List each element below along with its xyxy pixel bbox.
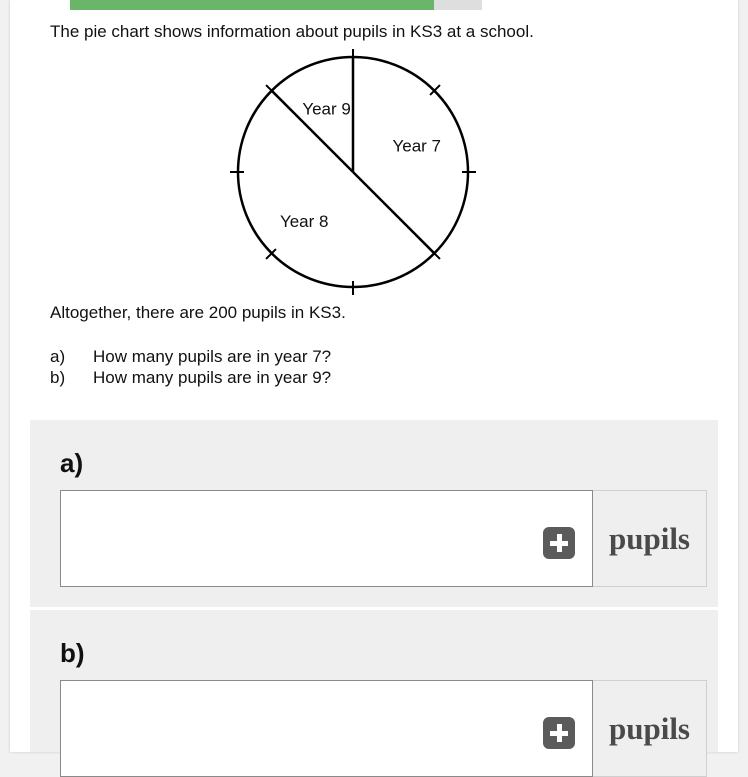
answer-input-a[interactable]: [60, 490, 593, 587]
pie-label-year-8: Year 8: [279, 211, 329, 231]
answer-section-b: [30, 610, 718, 752]
question-part-letter: a): [50, 347, 66, 366]
answer-section-a: [30, 420, 718, 607]
question-page: [10, 0, 738, 752]
pie-chart: [215, 48, 491, 300]
progress-bar-fill: [70, 0, 434, 10]
question-part-text: How many pupils are in year 9?: [93, 368, 332, 387]
pie-label-year-9: Year 9: [302, 99, 351, 119]
question-part-b: [50, 367, 331, 388]
question-part-a: [50, 346, 331, 367]
question-part-letter: b): [50, 368, 66, 387]
pie-sector-boundary: [353, 172, 434, 253]
question-part-text: How many pupils are in year 7?: [93, 347, 332, 366]
answer-label-a: a): [60, 448, 84, 478]
progress-bar: [70, 0, 482, 10]
question-parts: [50, 346, 331, 388]
question-statement: Altogether, there are 200 pupils in KS3.: [50, 303, 346, 322]
unit-label-b: pupils: [593, 680, 707, 777]
plus-square-icon[interactable]: [543, 527, 575, 559]
answer-label-b: b): [60, 638, 85, 668]
answer-input-b[interactable]: [60, 680, 593, 777]
pie-label-year-7: Year 7: [392, 136, 442, 156]
plus-square-icon[interactable]: [543, 717, 575, 749]
unit-label-a: pupils: [593, 490, 707, 587]
question-intro: The pie chart shows information about pupils in KS3 at a school.: [50, 22, 534, 41]
